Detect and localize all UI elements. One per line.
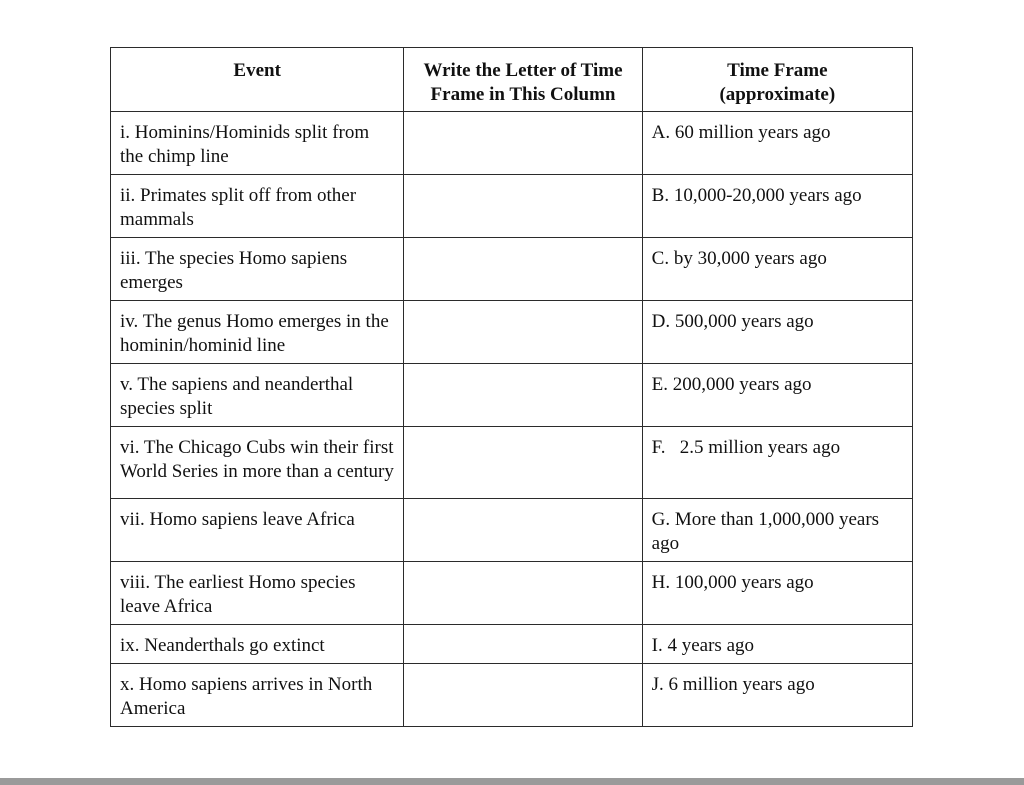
time-frame-cell: I. 4 years ago — [642, 625, 912, 664]
time-frame-cell: C. by 30,000 years ago — [642, 238, 912, 301]
table-row — [111, 238, 913, 301]
time-frame-cell: F. 2.5 million years ago — [642, 427, 912, 499]
table-row — [111, 427, 913, 499]
time-frame-cell: H. 100,000 years ago — [642, 562, 912, 625]
page-bottom-divider — [0, 778, 1024, 785]
time-frame-cell: A. 60 million years ago — [642, 112, 912, 175]
answer-cell[interactable] — [404, 625, 642, 664]
event-cell: iv. The genus Homo emerges in the hominin/hominid line — [111, 301, 404, 364]
header-time-frame-title: Time Frame — [727, 60, 828, 81]
table-header-row — [111, 48, 913, 112]
table-row — [111, 664, 913, 727]
answer-cell[interactable] — [404, 562, 642, 625]
time-frame-cell: G. More than 1,000,000 years ago — [642, 499, 912, 562]
time-frame-cell: J. 6 million years ago — [642, 664, 912, 727]
time-frame-cell: E. 200,000 years ago — [642, 364, 912, 427]
answer-cell[interactable] — [404, 301, 642, 364]
time-frame-cell: D. 500,000 years ago — [642, 301, 912, 364]
answer-cell[interactable] — [404, 664, 642, 727]
event-time-frame-table — [110, 47, 913, 727]
header-time-frame-subtitle: (approximate) — [719, 84, 836, 105]
answer-cell[interactable] — [404, 427, 642, 499]
table-row — [111, 112, 913, 175]
header-letter: Write the Letter of Time Frame in This Column — [404, 48, 642, 112]
answer-cell[interactable] — [404, 364, 642, 427]
answer-cell[interactable] — [404, 112, 642, 175]
table-row — [111, 364, 913, 427]
table-row — [111, 499, 913, 562]
event-cell: v. The sapiens and neanderthal species split — [111, 364, 404, 427]
event-cell: i. Hominins/Hominids split from the chimp line — [111, 112, 404, 175]
event-cell: ii. Primates split off from other mammals — [111, 175, 404, 238]
header-event: Event — [111, 48, 404, 112]
table-row — [111, 175, 913, 238]
event-cell: viii. The earliest Homo species leave Africa — [111, 562, 404, 625]
time-frame-cell: B. 10,000-20,000 years ago — [642, 175, 912, 238]
answer-cell[interactable] — [404, 238, 642, 301]
event-cell: vii. Homo sapiens leave Africa — [111, 499, 404, 562]
answer-cell[interactable] — [404, 175, 642, 238]
table-row — [111, 562, 913, 625]
table-row — [111, 301, 913, 364]
event-cell: ix. Neanderthals go extinct — [111, 625, 404, 664]
event-cell: vi. The Chicago Cubs win their first World Series in more than a century — [111, 427, 404, 499]
header-time-frame — [642, 48, 912, 112]
event-cell: iii. The species Homo sapiens emerges — [111, 238, 404, 301]
event-cell: x. Homo sapiens arrives in North America — [111, 664, 404, 727]
table-row — [111, 625, 913, 664]
answer-cell[interactable] — [404, 499, 642, 562]
